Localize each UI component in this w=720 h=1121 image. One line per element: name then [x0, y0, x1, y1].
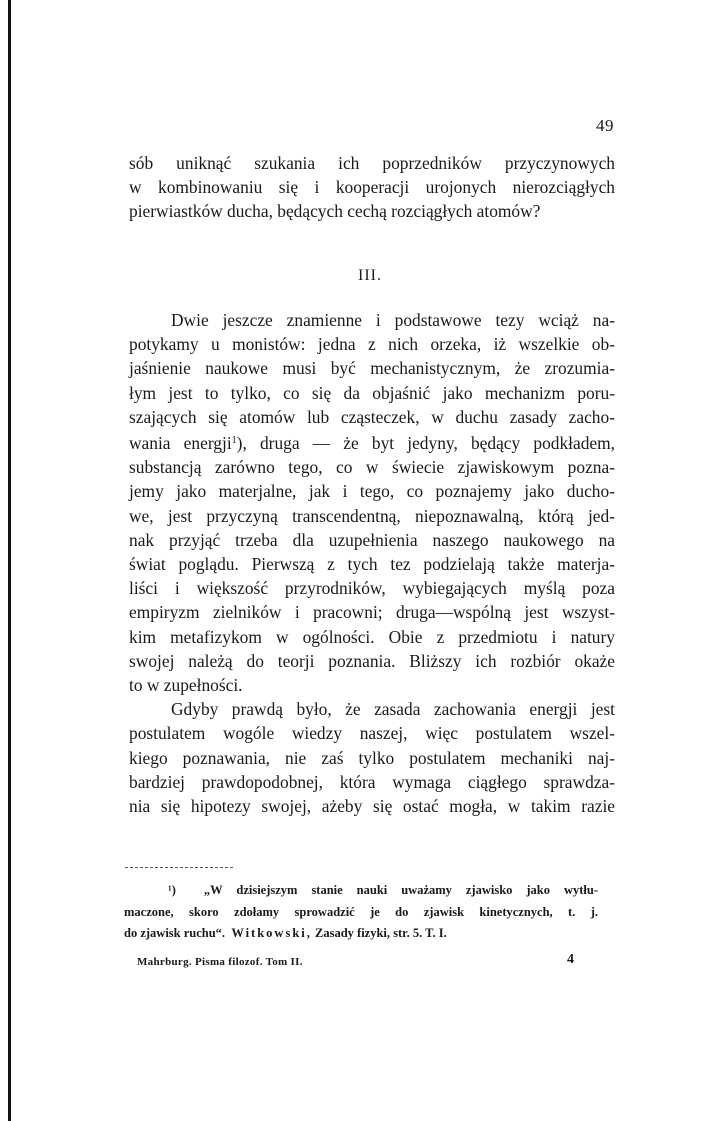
text-line: Dwie jeszcze znamienne i podstawowe tezy wciąż na-: [171, 310, 615, 330]
footnote-line: maczone, skoro zdołamy sprowadzić je do zjawisk kinetycznych, t. j.: [124, 904, 598, 919]
text-line: w kombinowaniu się i kooperacji urojonych nierozciągłych: [129, 177, 615, 198]
footnote-author: Witkowski,: [231, 926, 312, 940]
text-line: łym jest to tylko, co się da objaśnić jako mechanizm poru-: [129, 382, 615, 403]
footer-sheet-number: 4: [567, 952, 574, 967]
text-line: świat poglądu. Pierwszą z tych tez podzielają także materja-: [129, 554, 615, 575]
text-line: sób uniknąć szukania ich poprzedników przyczynowych: [129, 153, 615, 173]
text-line: we, jest przyczyną transcendentną, niepoznawalną, którą jed-: [129, 505, 615, 526]
text-line: Gdyby prawdą było, że zasada zachowania energji jest: [171, 699, 615, 720]
text-line: szających się atomów lub cząsteczek, w duchu zasady zacho-: [129, 406, 615, 427]
text-line: nia się hipotezy swojej, ażeby się ostać mogła, w takim razie: [129, 796, 615, 817]
top-paragraph: [129, 151, 615, 224]
text-line: bardziej prawdopodobnej, która wymaga ciągłego sprawdza-: [129, 771, 615, 792]
footnote-line: [124, 880, 598, 902]
footnote-text: Zasady fizyki, str. 5. T. I.: [315, 926, 447, 940]
text-fragment: wania energji: [129, 433, 232, 454]
text-line: jemy jako materjalne, jak i tego, co poznajemy jako ducho-: [129, 481, 615, 502]
text-line: empiryzm zielników i pracowni; druga—wspólną jest wszyst-: [129, 602, 615, 623]
footnote-ref: 1: [231, 435, 237, 447]
footer-signature: Mahrburg. Pisma filozof. Tom II.: [137, 956, 303, 968]
text-line: swojej należą do teorji poznania. Bliższy ich rozbiór okaże: [129, 650, 615, 671]
paragraph-1: [129, 308, 615, 818]
page-edge: [8, 0, 11, 1121]
text-line: kiego poznawania, nie zaś tylko postulatem mechaniki naj-: [129, 747, 615, 768]
text-line: pierwiastków ducha, będących cechą rozciągłych atomów?: [129, 201, 541, 222]
footnote: [124, 880, 598, 945]
text-line: nak przyjąć trzeba dla uzupełnienia naszego naukowego na: [129, 529, 615, 550]
footnote-text: „W dzisiejszym stanie nauki uważamy zjawisko jako wytłu-: [203, 883, 599, 897]
footnote-line: [124, 923, 598, 945]
footnote-text: do zjawisk ruchu“.: [124, 926, 226, 940]
text-line: substancją zarówno tego, co w świecie zjawiskowym pozna-: [129, 457, 615, 478]
text-line: postulatem wogóle wiedzy naszej, więc postulatem wszel-: [129, 723, 615, 744]
text-line: liści i większość przyrodników, wybiegających myślą poza: [129, 578, 615, 599]
page-number: 49: [596, 116, 614, 135]
text-line: kim metafizykom w ogólności. Obie z przedmiotu i natury: [129, 626, 615, 647]
text-line: potykamy u monistów: jedna z nich orzeka, iż wszelkie ob-: [129, 334, 615, 355]
text-fragment: ), druga — że byt jedyny, będący podkładem,: [236, 433, 615, 454]
footnote-marker: ¹): [168, 883, 176, 897]
text-line: to w zupełności.: [129, 675, 243, 696]
section-heading: III.: [358, 267, 382, 284]
text-line: jaśnienie naukowe musi być mechanistycznym, że zrozumia-: [129, 358, 615, 379]
footnote-separator: [125, 867, 233, 868]
text-line-with-footnote-ref: [129, 429, 615, 455]
